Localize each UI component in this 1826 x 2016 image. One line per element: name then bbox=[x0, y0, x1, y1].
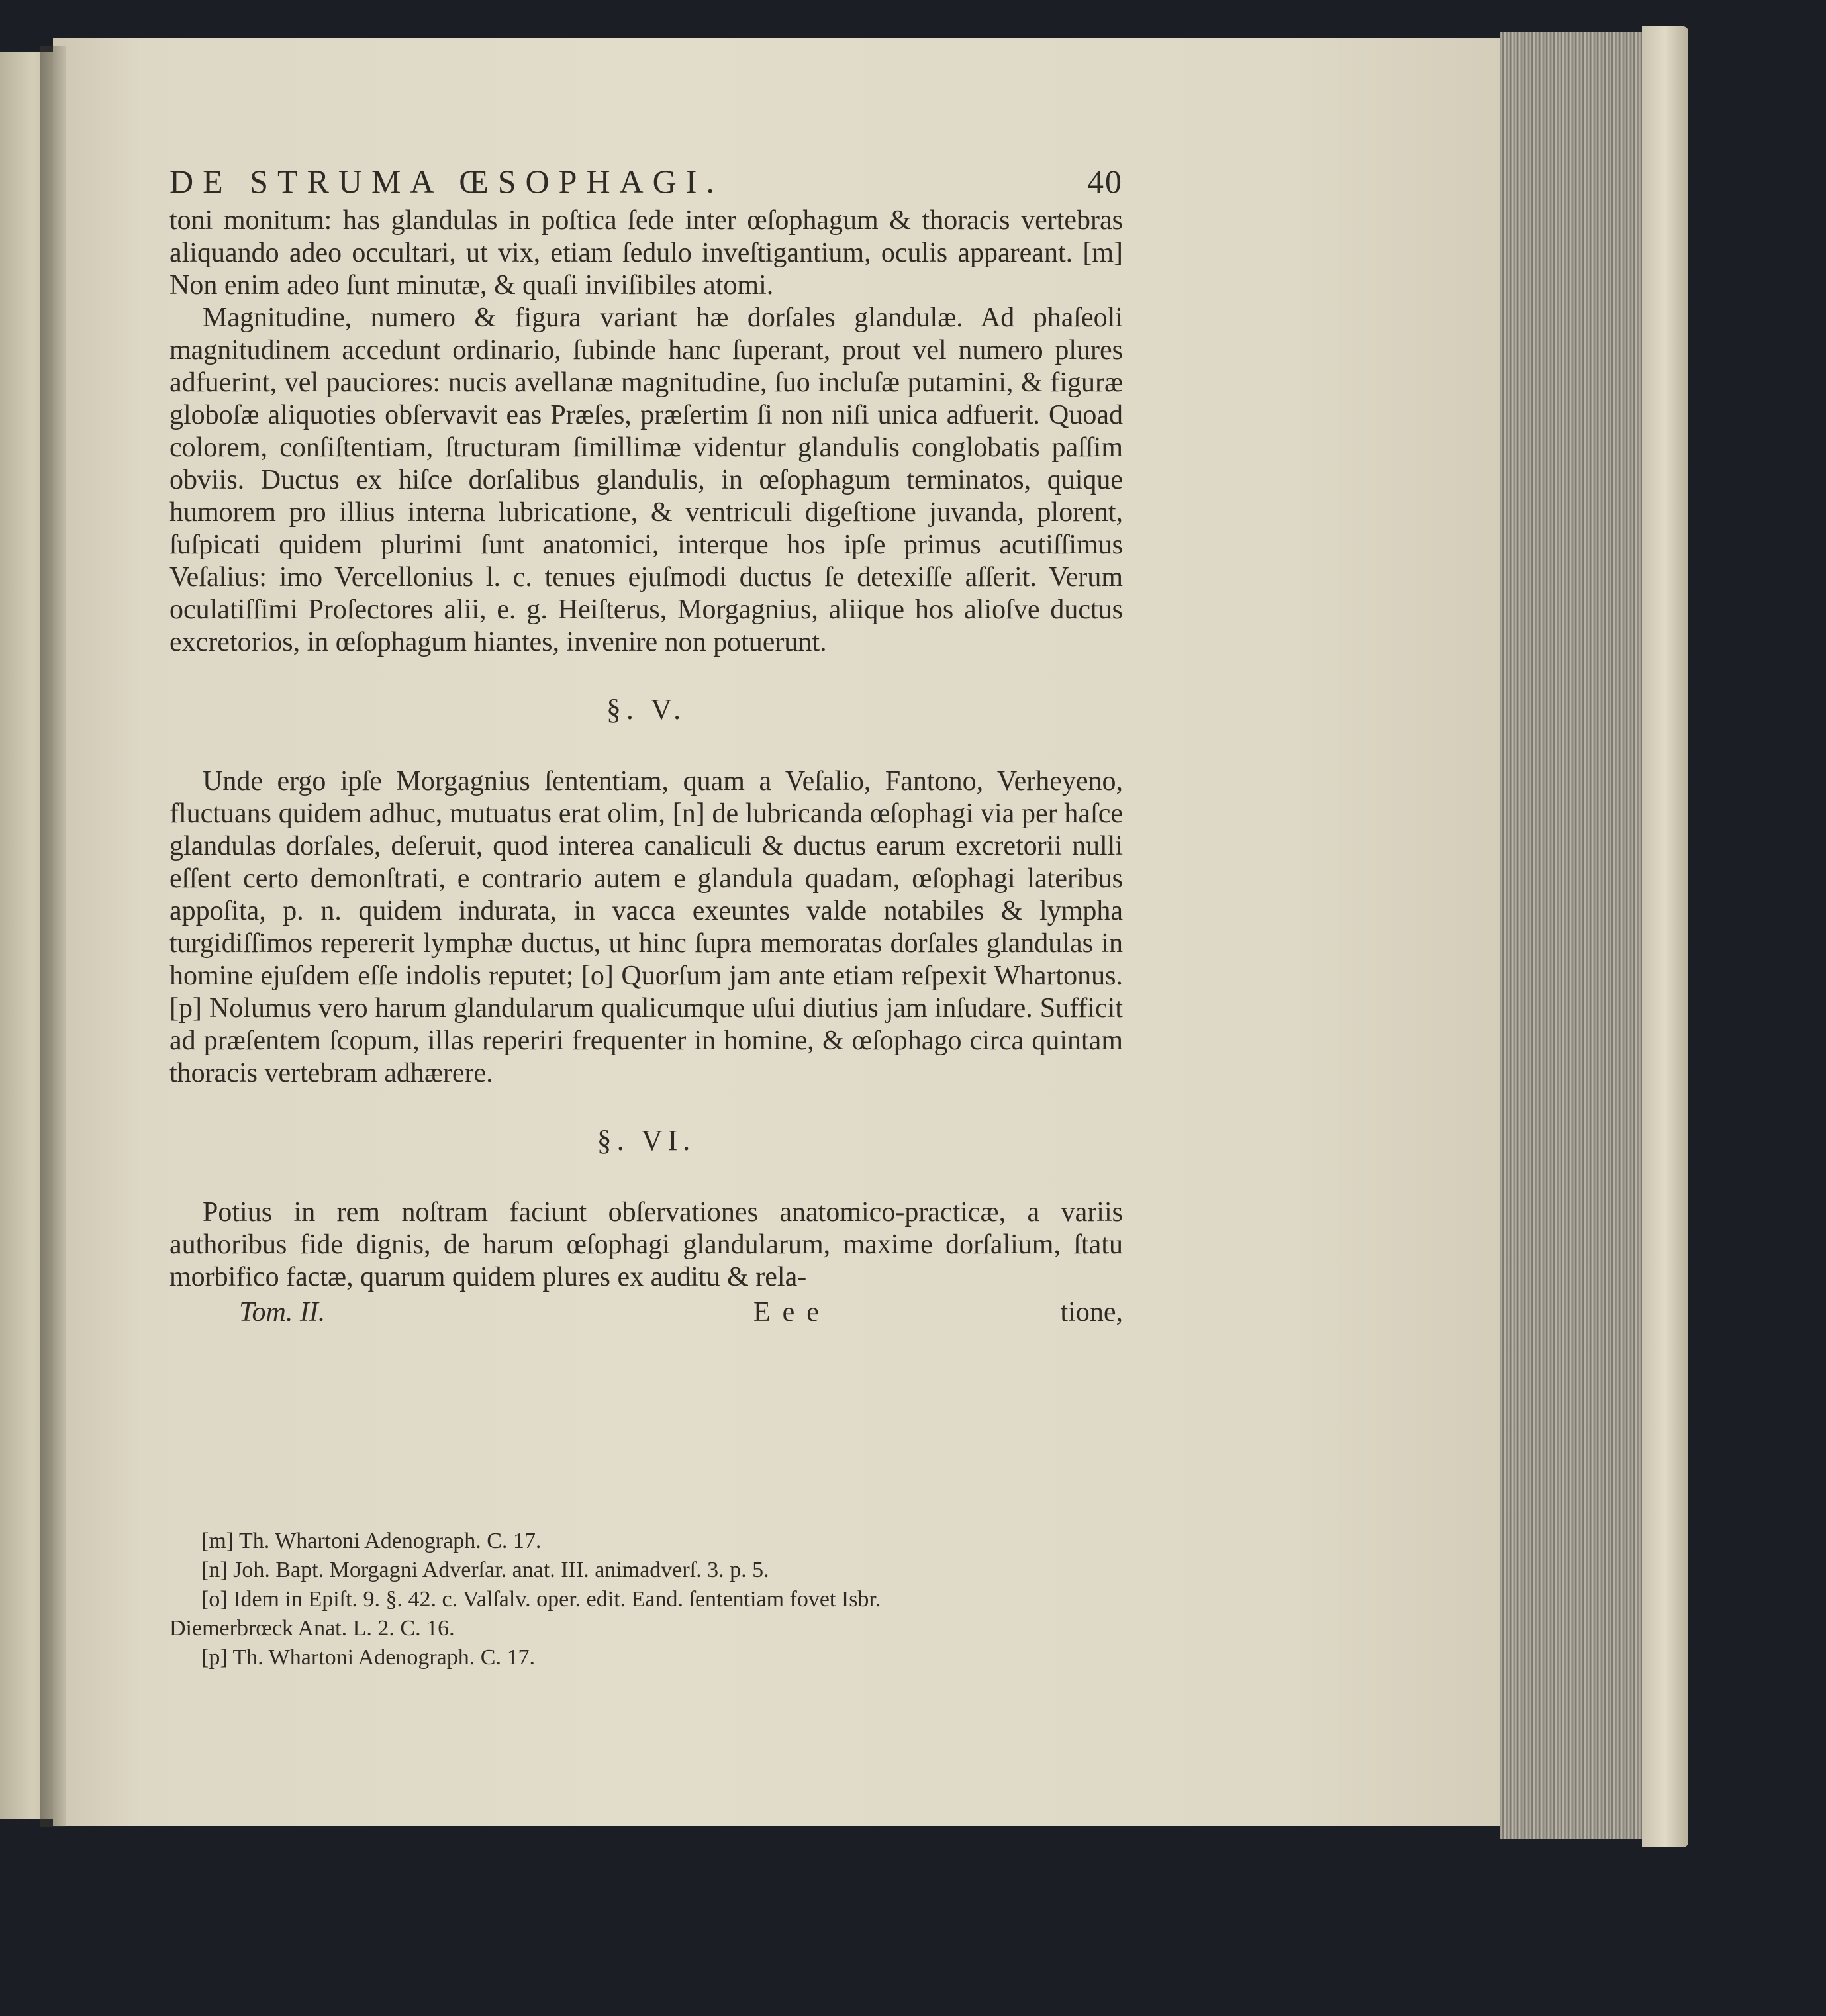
page-number: 40 bbox=[1087, 163, 1123, 200]
binding-gutter bbox=[40, 46, 66, 1827]
signature-line bbox=[169, 1296, 1123, 1329]
catchword: tione, bbox=[1060, 1297, 1123, 1327]
footnote-m: [m] Th. Whartoni Adenograph. C. 17. bbox=[201, 1529, 542, 1553]
page-block-edge bbox=[1500, 32, 1662, 1839]
section-heading-v: §. V. bbox=[606, 693, 687, 726]
running-title: DE STRUMA ŒSOPHAGI. bbox=[169, 163, 724, 200]
paragraph-3: Unde ergo ipſe Morgagnius ſententiam, quam a Veſalio, Fantono, Verheyeno, fluctuans quidem adhuc, mutuatus erat olim, [n] de lubricanda œſophagi via per haſce glandulas dorſales, deſeruit, quod interea canaliculi & ductus earum excretorii nulli eſſent certo demonſtrati, e contrario autem e glandula quadam, œſophagi lateribus appoſita, p. n. quidem indurata, in vacca exeuntes valde notabiles & lympha turgidiſſimos repererit lymphæ ductus, ut hinc ſupra memoratas dorſales glandulas in homine ejuſdem eſſe indolis reputet; [o] Quorſum jam ante etiam reſpexit Whartonus. [p] Nolumus vero harum glandularum qualicumque uſui diutius jam inſudare. Sufficit ad præſentem ſcopum, illas reperiri frequenter in homine, & œſophago circa quintam thoracis vertebram adhærere. bbox=[169, 766, 1123, 1088]
signature-mark: Eee bbox=[753, 1297, 831, 1327]
footnotes bbox=[169, 1527, 1123, 1672]
volume-mark: Tom. II. bbox=[239, 1297, 326, 1327]
footnote-o-continued: Diemerbrœck Anat. L. 2. C. 16. bbox=[169, 1616, 455, 1641]
footnote-n: [n] Joh. Bapt. Morgagni Adverſar. anat. III. animadverſ. 3. p. 5. bbox=[201, 1558, 769, 1582]
book-cover-edge bbox=[1642, 26, 1688, 1847]
paragraph-4: Potius in rem noſtram faciunt obſervationes anatomico-practicæ, a variis authoribus fide dignis, de harum œſophagi glandularum, maxime dorſalium, ſtatu morbifico factæ, quarum quidem plures ex auditu & rela- bbox=[169, 1197, 1123, 1292]
running-header bbox=[169, 163, 1123, 200]
footnote-p: [p] Th. Whartoni Adenograph. C. 17. bbox=[201, 1645, 535, 1670]
main-text bbox=[169, 163, 1123, 1329]
section-heading-vi: §. VI. bbox=[597, 1124, 696, 1157]
paragraph-2: Magnitudine, numero & figura variant hæ dorſales glandulæ. Ad phaſeoli magnitudinem accedunt ordinario, ſubinde hanc ſuperant, prout vel numero plures adfuerint, vel pauciores: nucis avellanæ magnitudine, ſuo incluſæ putamini, & figuræ globoſæ aliquoties obſervavit eas Præſes, præſertim ſi non niſi unica adfuerit. Quoad colorem, conſiſtentiam, ſtructuram ſimillimæ videntur glandulis conglobatis paſſim obviis. Ductus ex hiſce dorſalibus glandulis, in œſophagum terminatos, quique humorem pro illius interna lubricatione, & ventriculi digeſtione juvanda, plorent, ſuſpicati quidem plurimi ſunt anatomici, interque hos ipſe primus acutiſſimus Veſalius: imo Vercellonius l. c. tenues ejuſmodi ductus ſe detexiſſe aſſerit. Verum oculatiſſimi Proſectores alii, e. g. Heiſterus, Morgagnius, aliique hos alioſve ductus excretorios, in œſophagum hiantes, invenire non potuerunt. bbox=[169, 303, 1123, 657]
footnote-o: [o] Idem in Epiſt. 9. §. 42. c. Valſalv. oper. edit. Eand. ſententiam fovet Isbr. bbox=[201, 1587, 881, 1611]
paragraph-1: toni monitum: has glandulas in poſtica ſede inter œſophagum & thoracis vertebras aliquando adeo occultari, ut vix, etiam ſedulo inveſtigantium, oculis appareant. [m] Non enim adeo ſunt minutæ, & quaſi inviſibiles atomi. bbox=[169, 205, 1123, 301]
